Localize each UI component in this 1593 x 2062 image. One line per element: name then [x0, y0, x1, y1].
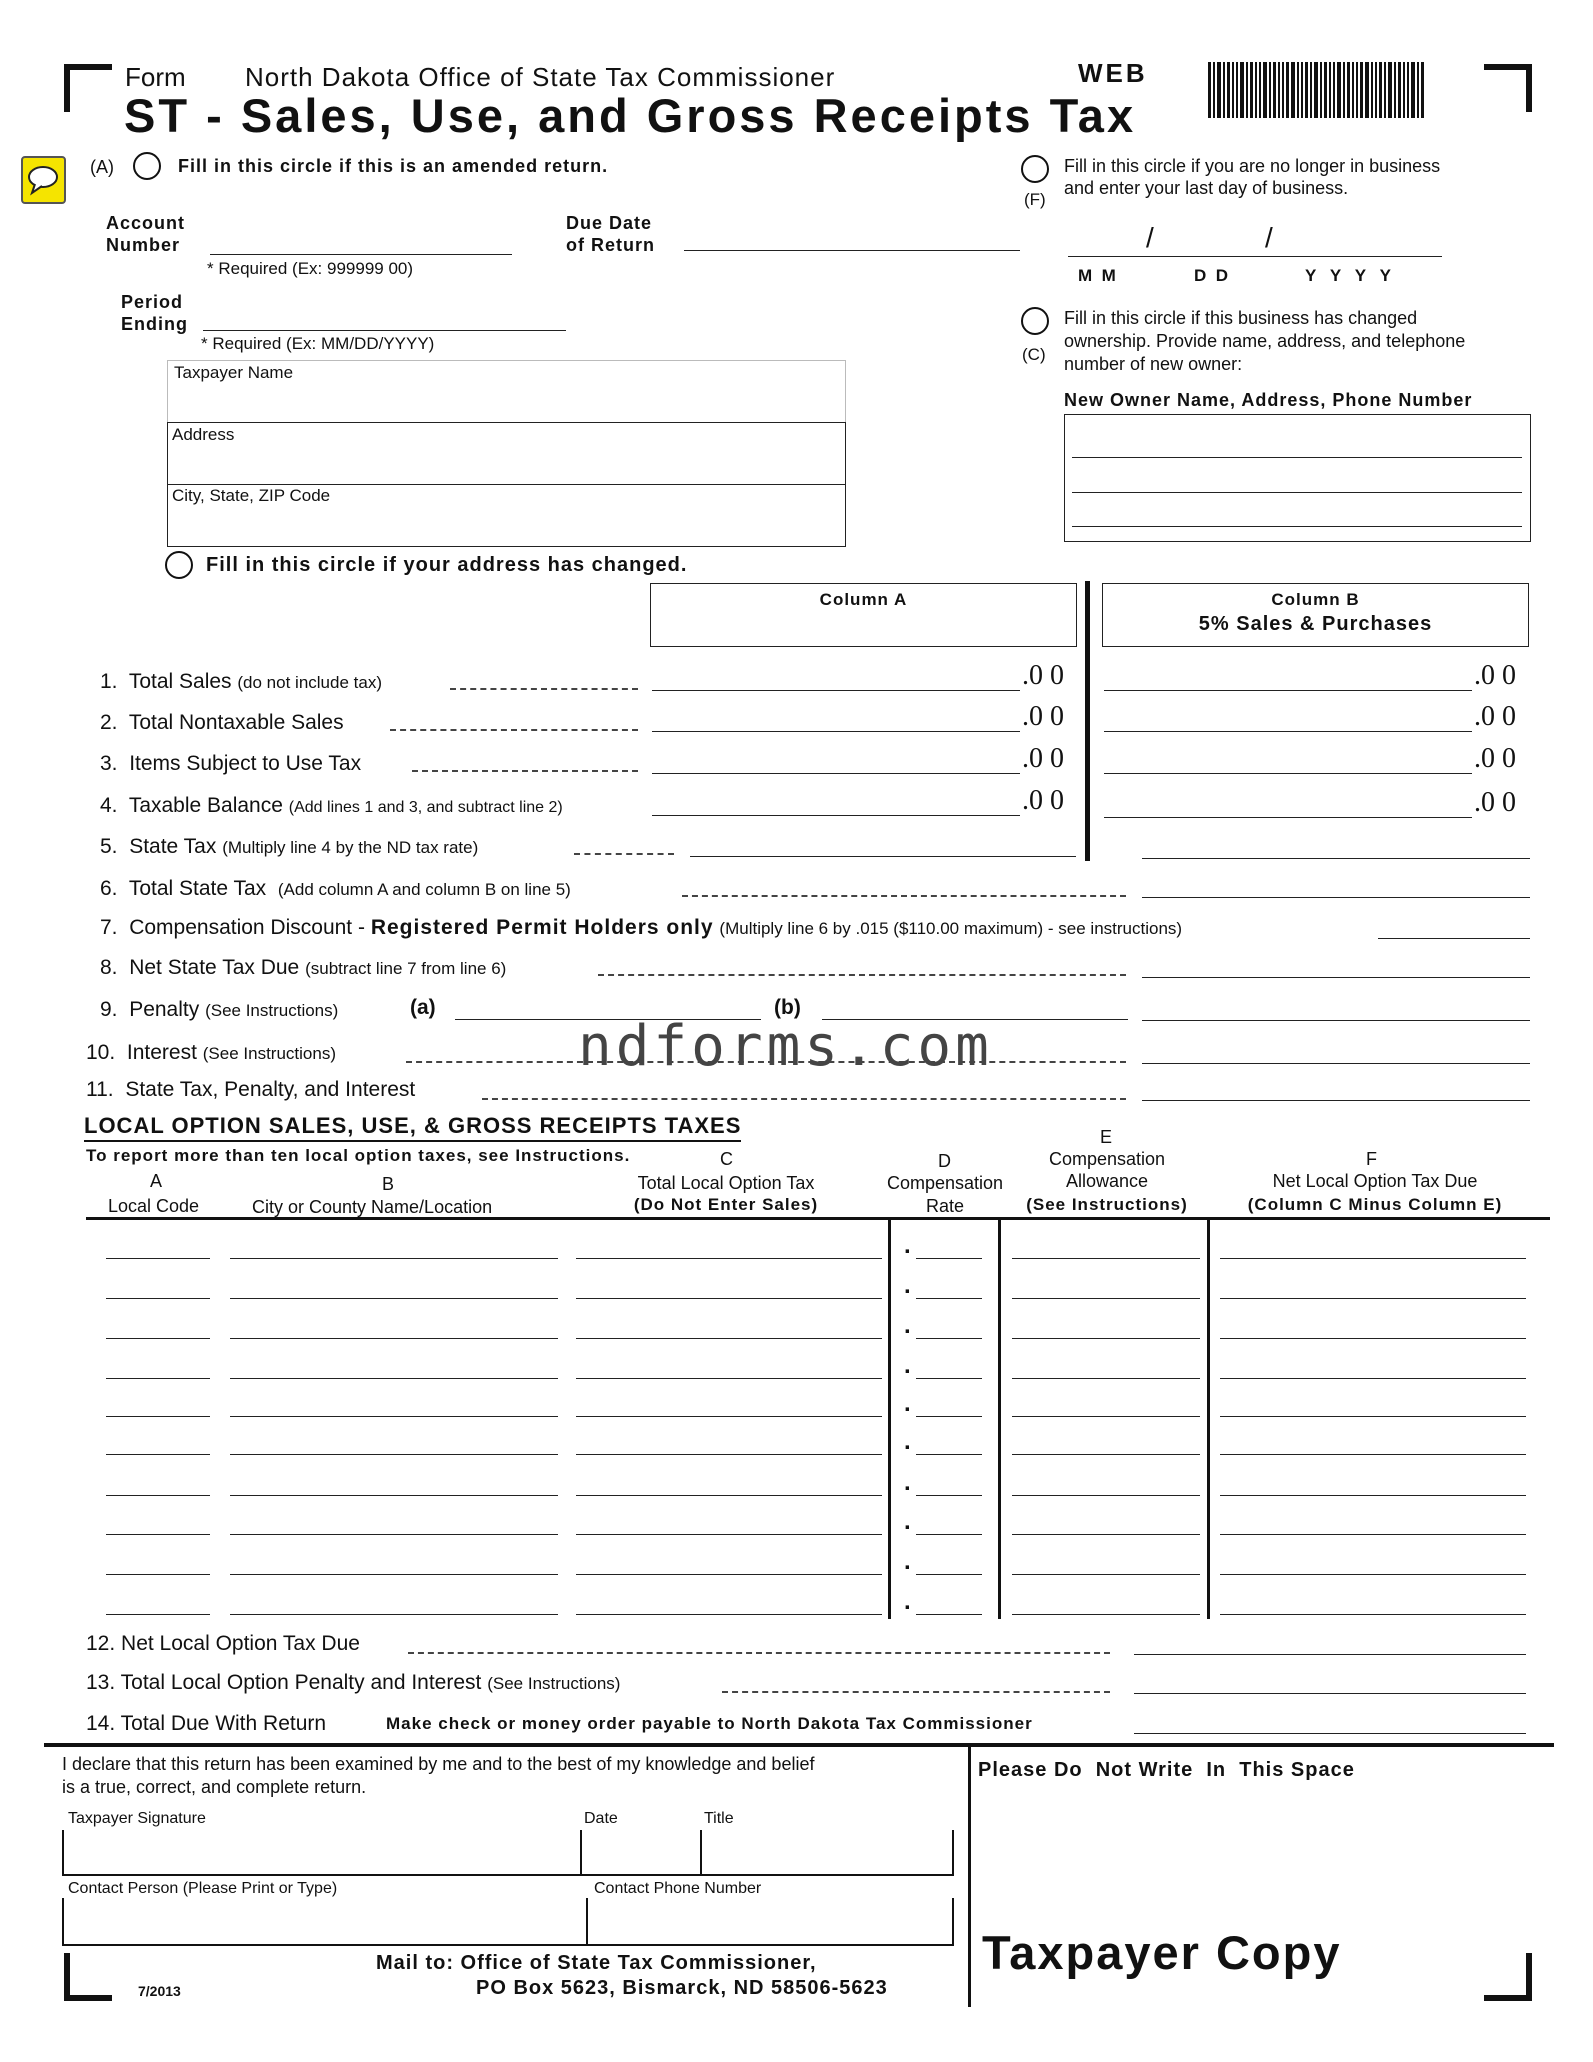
- line-9-label: [100, 998, 338, 1022]
- line-14-note: Make check or money order payable to North Dakota Tax Commissioner: [386, 1714, 1033, 1733]
- new-owner-box: [1064, 414, 1531, 542]
- rate-decimal-point: .: [904, 1232, 911, 1259]
- line-6-number: 6.: [100, 877, 118, 900]
- line-4-number: 4.: [100, 794, 118, 817]
- period-ending-input[interactable]: [203, 330, 566, 331]
- line-6-label: [100, 877, 571, 901]
- line-1-label: [100, 670, 382, 694]
- local-col-f-head-1: Net Local Option Tax Due: [1272, 1171, 1478, 1191]
- line-8-input[interactable]: [1142, 977, 1530, 978]
- line-2-number: 2.: [100, 711, 118, 734]
- line-5-title: State Tax: [129, 835, 217, 858]
- line-3-col-b-input[interactable]: [1104, 773, 1472, 774]
- local-option-title: LOCAL OPTION SALES, USE, & GROSS RECEIPTS TAXES: [84, 1113, 741, 1142]
- local-code-input[interactable]: [106, 1495, 210, 1496]
- compensation-rate-input[interactable]: [916, 1338, 982, 1339]
- line-2-col-b-cents: .0 0: [1474, 701, 1516, 732]
- sign-date-field[interactable]: [582, 1830, 702, 1876]
- local-col-b-letter: B: [382, 1174, 395, 1194]
- net-local-tax-input[interactable]: [1220, 1378, 1526, 1379]
- new-owner-line-1[interactable]: [1072, 457, 1522, 458]
- due-date-input[interactable]: [684, 250, 1020, 251]
- line-4-col-a-cents: .0 0: [1022, 785, 1064, 816]
- compensation-allowance-input[interactable]: [1012, 1338, 1200, 1339]
- compensation-rate-input[interactable]: [916, 1298, 982, 1299]
- column-divider: [1085, 581, 1090, 861]
- local-col-e-letter: E: [1100, 1127, 1113, 1147]
- line-13-input[interactable]: [1134, 1693, 1526, 1694]
- out-of-business-text-2: and enter your last day of business.: [1064, 178, 1349, 198]
- line-8-number: 8.: [100, 956, 118, 979]
- line-8-leader: [598, 974, 1126, 976]
- local-col-d-head-2: Rate: [925, 1196, 965, 1216]
- rate-decimal-point: .: [904, 1390, 911, 1417]
- line-4-title: Taxable Balance: [128, 794, 283, 817]
- new-owner-line-3[interactable]: [1072, 526, 1522, 527]
- declaration-rule: [44, 1743, 1554, 1747]
- line-1-number: 1.: [100, 670, 118, 693]
- ownership-text-3: number of new owner:: [1064, 354, 1243, 374]
- local-col-f-head-2: (Column C Minus Column E): [1247, 1195, 1503, 1214]
- net-local-tax-input[interactable]: [1220, 1614, 1526, 1615]
- line-7-bold: Registered Permit Holders only: [370, 916, 714, 939]
- net-local-tax-input[interactable]: [1220, 1298, 1526, 1299]
- address-field[interactable]: [167, 422, 846, 485]
- amended-label: (A): [90, 157, 114, 177]
- line-5-label: [100, 835, 478, 859]
- compensation-allowance-input[interactable]: [1012, 1454, 1200, 1455]
- line-6-title: Total State Tax: [128, 877, 267, 900]
- local-col-d-letter: D: [938, 1151, 951, 1171]
- total-local-tax-input[interactable]: [576, 1454, 882, 1455]
- line-3-title: Items Subject to Use Tax: [129, 752, 362, 775]
- address-changed-radio[interactable]: [165, 551, 193, 579]
- new-owner-line-2[interactable]: [1072, 492, 1522, 493]
- line-12-leader: [408, 1652, 1110, 1654]
- city-county-input[interactable]: [230, 1495, 558, 1496]
- compensation-rate-input[interactable]: [916, 1416, 982, 1417]
- city-county-input[interactable]: [230, 1258, 558, 1259]
- line-3-col-b-cents: .0 0: [1474, 743, 1516, 774]
- line-14-input[interactable]: [1134, 1733, 1526, 1734]
- date-yyyy: Y Y Y Y: [1305, 266, 1392, 285]
- total-local-tax-input[interactable]: [576, 1574, 882, 1575]
- account-number-input[interactable]: [210, 254, 512, 255]
- compensation-rate-input[interactable]: [916, 1574, 982, 1575]
- line-2-title: Total Nontaxable Sales: [128, 711, 344, 734]
- line-7-input[interactable]: [1378, 938, 1530, 939]
- city-county-input[interactable]: [230, 1338, 558, 1339]
- penalty-b-label: (b): [774, 996, 801, 1019]
- line-11-label: [86, 1078, 415, 1102]
- line-13-note: (See Instructions): [487, 1674, 621, 1693]
- corner-mark-top-left: [64, 64, 112, 112]
- line-2-col-a-input[interactable]: [652, 731, 1020, 732]
- city-county-input[interactable]: [230, 1416, 558, 1417]
- out-of-business-label: (F): [1024, 190, 1046, 209]
- local-col-d-divider: [998, 1219, 1001, 1619]
- line-2-col-a-cents: .0 0: [1022, 701, 1064, 732]
- line-11-title: State Tax, Penalty, and Interest: [125, 1078, 416, 1101]
- line-8-note: (subtract line 7 from line 6): [305, 959, 507, 978]
- line-4-note: (Add lines 1 and 3, and subtract line 2): [288, 799, 563, 816]
- out-of-business-text-1: Fill in this circle if you are no longer in business: [1064, 156, 1441, 176]
- local-option-subtitle: To report more than ten local option taxes, see Instructions.: [86, 1146, 631, 1165]
- contact-person-label: Contact Person (Please Print or Type): [68, 1880, 338, 1897]
- barcode-icon: [1208, 62, 1444, 120]
- due-date-label-2: of Return: [566, 235, 655, 255]
- net-local-tax-input[interactable]: [1220, 1338, 1526, 1339]
- rate-decimal-point: .: [904, 1272, 911, 1299]
- net-local-tax-input[interactable]: [1220, 1416, 1526, 1417]
- compensation-allowance-input[interactable]: [1012, 1574, 1200, 1575]
- compensation-allowance-input[interactable]: [1012, 1614, 1200, 1615]
- total-local-tax-input[interactable]: [576, 1416, 882, 1417]
- local-col-a-letter: A: [150, 1171, 163, 1191]
- line-4-label: [100, 794, 563, 818]
- net-local-tax-input[interactable]: [1220, 1574, 1526, 1575]
- line-1-col-a-input[interactable]: [652, 690, 1020, 691]
- total-local-tax-input[interactable]: [576, 1614, 882, 1615]
- local-code-input[interactable]: [106, 1534, 210, 1535]
- line-7-title: Compensation Discount -: [129, 916, 365, 939]
- rate-decimal-point: .: [904, 1508, 911, 1535]
- net-local-tax-input[interactable]: [1220, 1454, 1526, 1455]
- address-label: Address: [172, 425, 235, 444]
- mail-to-line-1: Mail to: Office of State Tax Commissioner,: [376, 1952, 817, 1974]
- line-3-number: 3.: [100, 752, 118, 775]
- local-col-c-letter: C: [720, 1149, 733, 1169]
- column-a-label: Column A: [819, 590, 908, 609]
- line-2-col-b-input[interactable]: [1104, 731, 1472, 732]
- total-local-tax-input[interactable]: [576, 1258, 882, 1259]
- compensation-rate-input[interactable]: [916, 1378, 982, 1379]
- local-table-header-rule: [86, 1217, 1550, 1220]
- form-word: Form: [125, 62, 186, 92]
- line-10-leader: [406, 1061, 1126, 1063]
- line-9-input[interactable]: [1142, 1020, 1530, 1021]
- new-owner-label: New Owner Name, Address, Phone Number: [1064, 390, 1473, 410]
- local-col-e-divider: [1207, 1219, 1210, 1619]
- column-b-sublabel: 5% Sales & Purchases: [1198, 613, 1433, 635]
- mail-to-line-2: PO Box 5623, Bismarck, ND 58506-5623: [476, 1977, 888, 1999]
- rate-decimal-point: .: [904, 1428, 911, 1455]
- watermark: ndforms.com: [578, 1014, 993, 1079]
- out-of-business-radio[interactable]: [1021, 155, 1049, 183]
- local-code-input[interactable]: [106, 1378, 210, 1379]
- line-7-number: 7.: [100, 916, 118, 939]
- line-11-input[interactable]: [1142, 1100, 1530, 1101]
- contact-phone-field[interactable]: [588, 1898, 954, 1946]
- compensation-allowance-input[interactable]: [1012, 1534, 1200, 1535]
- line-4-col-b-cents: .0 0: [1474, 787, 1516, 818]
- city-state-zip-label: City, State, ZIP Code: [172, 486, 331, 505]
- period-ending-hint: * Required (Ex: MM/DD/YYYY): [201, 334, 435, 353]
- last-day-field[interactable]: [1068, 256, 1442, 257]
- line-9-number: 9.: [100, 998, 118, 1021]
- ownership-changed-label: (C): [1022, 345, 1046, 364]
- account-number-label-1: Account: [106, 213, 185, 233]
- date-slash-2: /: [1265, 222, 1273, 253]
- office-use-divider: [968, 1745, 971, 2007]
- line-10-title: Interest: [126, 1041, 197, 1064]
- total-local-tax-input[interactable]: [576, 1534, 882, 1535]
- line-10-label: [86, 1041, 336, 1065]
- line-1-leader: [450, 688, 638, 690]
- line-5-leader: [574, 853, 674, 855]
- local-col-e-head-2: Allowance: [1065, 1171, 1149, 1191]
- line-5-number: 5.: [100, 835, 118, 858]
- web-label: WEB: [1078, 58, 1148, 88]
- rate-decimal-point: .: [904, 1588, 911, 1615]
- due-date-label-1: Due Date: [566, 213, 653, 233]
- total-local-tax-input[interactable]: [576, 1338, 882, 1339]
- local-code-input[interactable]: [106, 1416, 210, 1417]
- net-local-tax-input[interactable]: [1220, 1534, 1526, 1535]
- local-code-input[interactable]: [106, 1454, 210, 1455]
- line-1-col-b-input[interactable]: [1104, 690, 1472, 691]
- local-col-c-divider: [888, 1219, 891, 1619]
- line-6-note: (Add column A and column B on line 5): [277, 880, 571, 899]
- line-5-col-a-input[interactable]: [690, 856, 1076, 857]
- corner-mark-bottom-right: [1484, 1953, 1532, 2001]
- contact-person-field[interactable]: [62, 1898, 588, 1946]
- agency-name: North Dakota Office of State Tax Commissioner: [245, 62, 836, 92]
- sign-title-field[interactable]: [702, 1830, 954, 1876]
- city-county-input[interactable]: [230, 1574, 558, 1575]
- account-number-label-2: Number: [106, 235, 181, 255]
- line-9-title: Penalty: [129, 998, 200, 1021]
- signature-label: Taxpayer Signature: [68, 1810, 206, 1827]
- line-12-label: 12. Net Local Option Tax Due: [86, 1632, 360, 1655]
- compensation-rate-input[interactable]: [916, 1614, 982, 1615]
- line-3-label: [100, 752, 361, 776]
- period-ending-label-2: Ending: [121, 314, 188, 334]
- date-mm: M M: [1078, 266, 1116, 285]
- line-4-col-a-input[interactable]: [652, 815, 1020, 816]
- total-local-tax-input[interactable]: [576, 1495, 882, 1496]
- line-1-col-b-cents: .0 0: [1474, 660, 1516, 691]
- signature-field[interactable]: [62, 1830, 582, 1876]
- city-county-input[interactable]: [230, 1378, 558, 1379]
- line-8-label: [100, 956, 506, 980]
- local-col-c-head-2: (Do Not Enter Sales): [633, 1195, 819, 1214]
- local-code-input[interactable]: [106, 1338, 210, 1339]
- period-ending-label-1: Period: [121, 292, 184, 312]
- net-local-tax-input[interactable]: [1220, 1495, 1526, 1496]
- line-4-col-b-input[interactable]: [1104, 817, 1472, 818]
- line-14-label: 14. Total Due With Return: [86, 1712, 327, 1735]
- local-code-input[interactable]: [106, 1298, 210, 1299]
- local-code-input[interactable]: [106, 1574, 210, 1575]
- line-10-note: (See Instructions): [202, 1044, 336, 1063]
- city-county-input[interactable]: [230, 1534, 558, 1535]
- local-col-f-letter: F: [1366, 1149, 1377, 1169]
- comment-icon[interactable]: [21, 156, 66, 204]
- local-code-input[interactable]: [106, 1614, 210, 1615]
- line-1-note: (do not include tax): [237, 673, 382, 692]
- amended-text: Fill in this circle if this is an amended return.: [178, 156, 609, 176]
- ownership-text-1: Fill in this circle if this business has changed: [1064, 308, 1418, 328]
- compensation-allowance-input[interactable]: [1012, 1298, 1200, 1299]
- rate-decimal-point: .: [904, 1352, 911, 1379]
- city-county-input[interactable]: [230, 1614, 558, 1615]
- line-1-col-a-cents: .0 0: [1022, 660, 1064, 691]
- local-col-b-head: City or County Name/Location: [252, 1197, 493, 1217]
- local-col-e-head-3: (See Instructions): [1026, 1195, 1188, 1214]
- sign-title-label: Title: [704, 1810, 734, 1827]
- taxpayer-copy-label: Taxpayer Copy: [982, 1926, 1342, 1979]
- rate-decimal-point: .: [904, 1312, 911, 1339]
- local-col-d-head-1: Compensation: [886, 1173, 1004, 1193]
- declaration-text-2: is a true, correct, and complete return.: [62, 1777, 367, 1797]
- line-3-leader: [412, 770, 638, 772]
- line-7-label: [100, 916, 1182, 940]
- total-local-tax-input[interactable]: [576, 1378, 882, 1379]
- net-local-tax-input[interactable]: [1220, 1258, 1526, 1259]
- line-3-col-a-input[interactable]: [652, 773, 1020, 774]
- line-2-label: [100, 711, 344, 735]
- line-13-title: 13. Total Local Option Penalty and Interest: [86, 1671, 482, 1694]
- sign-date-label: Date: [584, 1810, 618, 1827]
- address-changed-text: Fill in this circle if your address has changed.: [206, 554, 688, 576]
- line-1-title: Total Sales: [128, 670, 232, 693]
- date-slash-1: /: [1146, 222, 1154, 253]
- date-dd: D D: [1194, 266, 1228, 285]
- line-11-leader: [482, 1098, 1126, 1100]
- line-3-col-a-cents: .0 0: [1022, 743, 1064, 774]
- local-col-a-head: Local Code: [108, 1196, 200, 1216]
- compensation-allowance-input[interactable]: [1012, 1495, 1200, 1496]
- compensation-allowance-input[interactable]: [1012, 1258, 1200, 1259]
- total-local-tax-input[interactable]: [576, 1298, 882, 1299]
- line-13-leader: [722, 1691, 1110, 1693]
- contact-phone-label: Contact Phone Number: [594, 1880, 762, 1897]
- line-5-note: (Multiply line 4 by the ND tax rate): [222, 838, 479, 857]
- local-col-c-head-1: Total Local Option Tax: [637, 1173, 815, 1193]
- column-b-label: Column B: [1271, 590, 1360, 609]
- amended-return-radio[interactable]: [133, 152, 161, 180]
- account-number-hint: * Required (Ex: 999999 00): [207, 259, 414, 278]
- ownership-changed-radio[interactable]: [1021, 307, 1049, 335]
- compensation-allowance-input[interactable]: [1012, 1378, 1200, 1379]
- line-12-input[interactable]: [1134, 1654, 1526, 1655]
- line-9-note: (See Instructions): [205, 1001, 339, 1020]
- compensation-rate-input[interactable]: [916, 1454, 982, 1455]
- compensation-rate-input[interactable]: [916, 1258, 982, 1259]
- corner-mark-bottom-left: [64, 1953, 112, 2001]
- corner-mark-top-right: [1484, 64, 1532, 112]
- line-8-title: Net State Tax Due: [129, 956, 300, 979]
- local-col-e-head-1: Compensation: [1048, 1149, 1166, 1169]
- ownership-text-2: ownership. Provide name, address, and telephone: [1064, 331, 1466, 351]
- line-10-input[interactable]: [1142, 1063, 1530, 1064]
- rate-decimal-point: .: [904, 1469, 911, 1496]
- office-use-label: Please Do Not Write In This Space: [978, 1759, 1355, 1781]
- compensation-rate-input[interactable]: [916, 1534, 982, 1535]
- city-county-input[interactable]: [230, 1298, 558, 1299]
- local-code-input[interactable]: [106, 1258, 210, 1259]
- city-county-input[interactable]: [230, 1454, 558, 1455]
- rate-decimal-point: .: [904, 1548, 911, 1575]
- line-5-col-b-input[interactable]: [1142, 858, 1530, 859]
- line-2-leader: [390, 729, 638, 731]
- compensation-allowance-input[interactable]: [1012, 1416, 1200, 1417]
- penalty-a-label: (a): [410, 996, 436, 1019]
- line-13-label: [86, 1671, 620, 1695]
- revision-date: 7/2013: [138, 1983, 181, 1999]
- declaration-text-1: I declare that this return has been examined by me and to the best of my knowledge and belief: [62, 1754, 815, 1774]
- line-6-input[interactable]: [1142, 897, 1530, 898]
- line-6-leader: [682, 895, 1126, 897]
- form-title: ST - Sales, Use, and Gross Receipts Tax: [124, 89, 1137, 142]
- line-11-number: 11.: [86, 1078, 114, 1101]
- compensation-rate-input[interactable]: [916, 1495, 982, 1496]
- line-10-number: 10.: [86, 1041, 116, 1064]
- taxpayer-name-label: Taxpayer Name: [174, 363, 294, 382]
- line-7-note: (Multiply line 6 by .015 ($110.00 maximum) - see instructions): [719, 919, 1183, 938]
